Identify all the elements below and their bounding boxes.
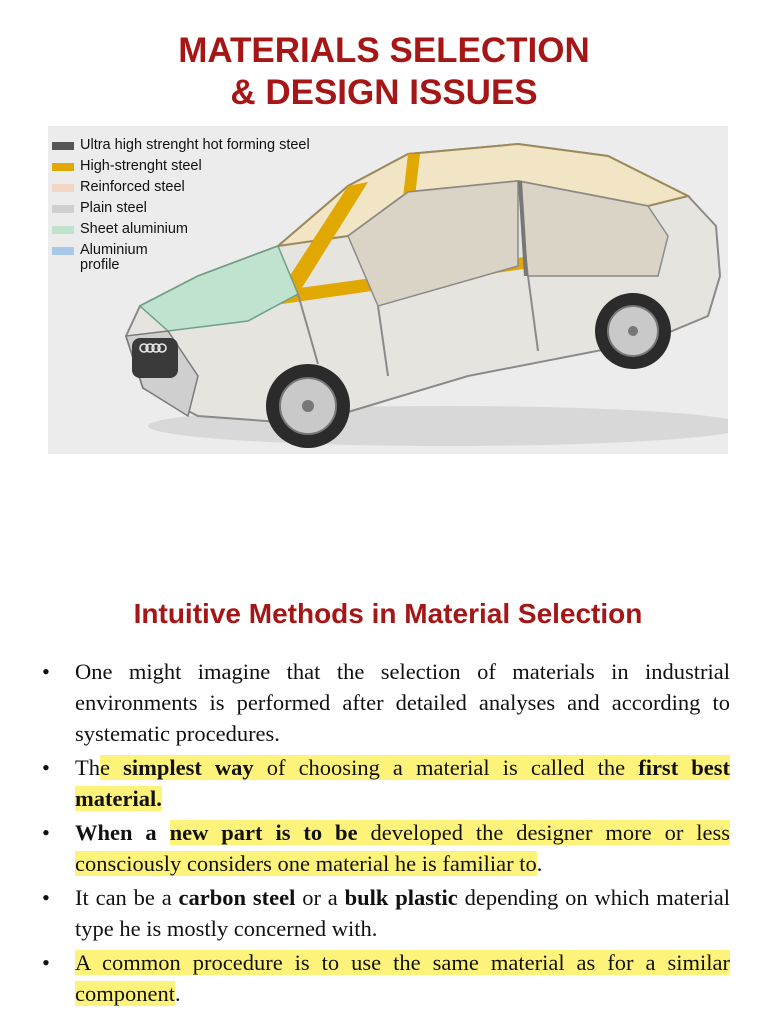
bullet-icon: • <box>42 755 50 780</box>
bullet-text-segment: of choosing a material is called the <box>253 755 639 780</box>
section-heading: Intuitive Methods in Material Selection <box>133 598 643 629</box>
legend-label: Reinforced steel <box>80 179 185 195</box>
list-item <box>42 752 730 814</box>
bullet-text-segment: Th <box>75 755 100 780</box>
legend-item <box>52 138 352 159</box>
bold-text: carbon steel <box>178 885 296 910</box>
bullet-list <box>42 656 730 1012</box>
slide-title <box>0 30 768 114</box>
rear-wheel <box>595 293 671 369</box>
bullet-icon: • <box>42 820 50 845</box>
bullet-text-segment: It can be a <box>75 885 179 910</box>
bold-text: simplest way <box>123 755 254 780</box>
highlighted-text: the designer more or less consciously considers one material he is familiar to <box>75 820 731 876</box>
list-item <box>42 656 730 749</box>
highlighted-text <box>170 820 463 845</box>
legend-swatch <box>52 226 74 234</box>
highlighted-text <box>75 755 730 811</box>
list-item <box>42 947 730 1009</box>
legend-label: Sheet aluminium <box>80 221 188 237</box>
bullet-icon: • <box>42 950 50 975</box>
bold-text: first best material. <box>75 755 731 811</box>
legend-label: Plain steel <box>80 200 147 216</box>
list-item <box>42 882 730 944</box>
list-item <box>42 817 730 879</box>
legend-swatch <box>52 142 74 150</box>
bold-text: bulk plastic <box>344 885 458 910</box>
title-line-1: MATERIALS SELECTION <box>178 31 590 70</box>
bullet-text-segment: e <box>100 755 124 780</box>
legend-swatch <box>52 205 74 213</box>
legend-item <box>52 201 352 222</box>
legend-swatch <box>52 163 74 171</box>
car-body-figure <box>48 126 728 454</box>
bullet-icon: • <box>42 659 50 684</box>
bullet-text-segment: . <box>174 981 181 1006</box>
legend-label: Aluminium profile <box>80 242 148 273</box>
legend-item <box>52 159 352 180</box>
bullet-text: One might imagine that the selection of materials in industrial environments is performed after detailed analyses and according to systematic procedures. <box>75 659 730 746</box>
legend-item <box>52 222 352 243</box>
highlighted-text: A common procedure is to use the same material as for a similar component <box>75 950 730 1006</box>
bullet-text-segment: depending on which material type he is mostly concerned with. <box>75 885 731 941</box>
material-legend <box>52 138 352 279</box>
bullet-icon: • <box>42 885 50 910</box>
bullet-text-segment: . <box>536 851 543 876</box>
bullet-text-segment: or a <box>295 885 345 910</box>
legend-swatch <box>52 247 74 255</box>
legend-item <box>52 243 352 279</box>
legend-swatch <box>52 184 74 192</box>
bullet-text-segment: developed <box>357 820 463 845</box>
bold-text: When a <box>75 820 170 845</box>
legend-label: Ultra high strenght hot forming steel <box>80 137 310 153</box>
legend-label: High-strenght steel <box>80 158 202 174</box>
legend-item <box>52 180 352 201</box>
bold-text: new part is to be <box>169 820 358 845</box>
front-wheel <box>266 364 350 448</box>
title-line-2: & DESIGN ISSUES <box>230 73 538 112</box>
